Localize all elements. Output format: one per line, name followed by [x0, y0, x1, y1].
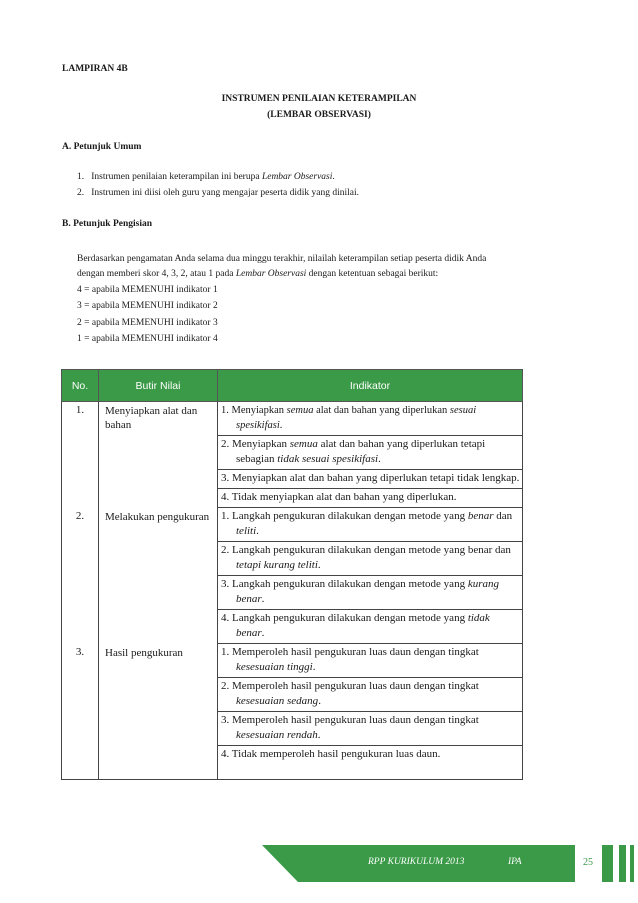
indicator-cell: 2. Langkah pengukuran dilakukan dengan metode yang benar dan tetapi kurang teliti.	[218, 542, 523, 576]
header-no: No.	[62, 370, 99, 402]
indicator-cell: 3. Menyiapkan alat dan bahan yang diperlukan tetapi tidak lengkap.	[218, 470, 523, 489]
table-row	[62, 508, 523, 542]
indicator-cell: 3. Memperoleh hasil pengukuran luas daun dengan tingkat kesesuaian rendah.	[218, 712, 523, 746]
row-butir: Hasil pengukuran	[99, 644, 218, 780]
indicator-cell: 4. Tidak menyiapkan alat dan bahan yang diperlukan.	[218, 489, 523, 508]
score-rule: 1 = apabila MEMENUHI indikator 4	[77, 334, 218, 344]
row-number: 2.	[62, 508, 99, 644]
decorative-bar	[602, 845, 613, 882]
indicator-cell: 4. Langkah pengukuran dilakukan dengan metode yang tidak benar.	[218, 610, 523, 644]
document-subtitle: (LEMBAR OBSERVASI)	[267, 110, 371, 120]
row-number: 1.	[62, 402, 99, 508]
instruction-paragraph-cont: dengan memberi skor 4, 3, 2, atau 1 pada Lembar Observasi dengan ketentuan sebagai berikut:	[77, 269, 439, 279]
indicator-cell: 1. Menyiapkan semua alat dan bahan yang diperlukan sesuai spesikifasi.	[218, 402, 523, 436]
decorative-bar	[619, 845, 626, 882]
header-butir: Butir Nilai	[99, 370, 218, 402]
indicator-cell: 3. Langkah pengukuran dilakukan dengan metode yang kurang benar.	[218, 576, 523, 610]
indicator-cell: 1. Langkah pengukuran dilakukan dengan metode yang benar dan teliti.	[218, 508, 523, 542]
indicator-cell: 4. Tidak memperoleh hasil pengukuran luas daun.	[218, 746, 523, 780]
decorative-bar	[630, 845, 634, 882]
score-rule: 3 = apabila MEMENUHI indikator 2	[77, 301, 218, 311]
score-rule: 2 = apabila MEMENUHI indikator 3	[77, 318, 218, 328]
header-indikator: Indikator	[218, 370, 523, 402]
indicator-cell: 1. Memperoleh hasil pengukuran luas daun dengan tingkat kesesuaian tinggi.	[218, 644, 523, 678]
row-butir: Melakukan pengukuran	[99, 508, 218, 644]
list-item: 1. Instrumen penilaian keterampilan ini berupa Lembar Observasi.	[77, 172, 335, 182]
footer-label: RPP KURIKULUM 2013	[368, 857, 465, 867]
list-item: 2. Instrumen ini diisi oleh guru yang mengajar peserta didik yang dinilai.	[77, 188, 360, 198]
score-rule: 4 = apabila MEMENUHI indikator 1	[77, 285, 218, 295]
page-number: 25	[583, 857, 593, 868]
table-row	[62, 644, 523, 678]
document-title: INSTRUMEN PENILAIAN KETERAMPILAN	[221, 94, 417, 104]
section-a-heading: A. Petunjuk Umum	[62, 142, 142, 152]
indicator-cell: 2. Menyiapkan semua alat dan bahan yang diperlukan tetapi sebagian tidak sesuai spesikifasi.	[218, 436, 523, 470]
indicator-cell: 2. Memperoleh hasil pengukuran luas daun dengan tingkat kesesuaian sedang.	[218, 678, 523, 712]
assessment-table	[61, 369, 523, 780]
appendix-label: LAMPIRAN 4B	[62, 64, 128, 74]
row-butir: Menyiapkan alat dan bahan	[99, 402, 218, 508]
row-number: 3.	[62, 644, 99, 780]
table-row	[62, 402, 523, 436]
table-header-row	[62, 370, 523, 402]
section-b-heading: B. Petunjuk Pengisian	[62, 219, 153, 229]
footer-subject: IPA	[508, 857, 522, 867]
instruction-paragraph: Berdasarkan pengamatan Anda selama dua minggu terakhir, nilailah keterampilan setiap peserta didik Anda	[77, 254, 487, 264]
